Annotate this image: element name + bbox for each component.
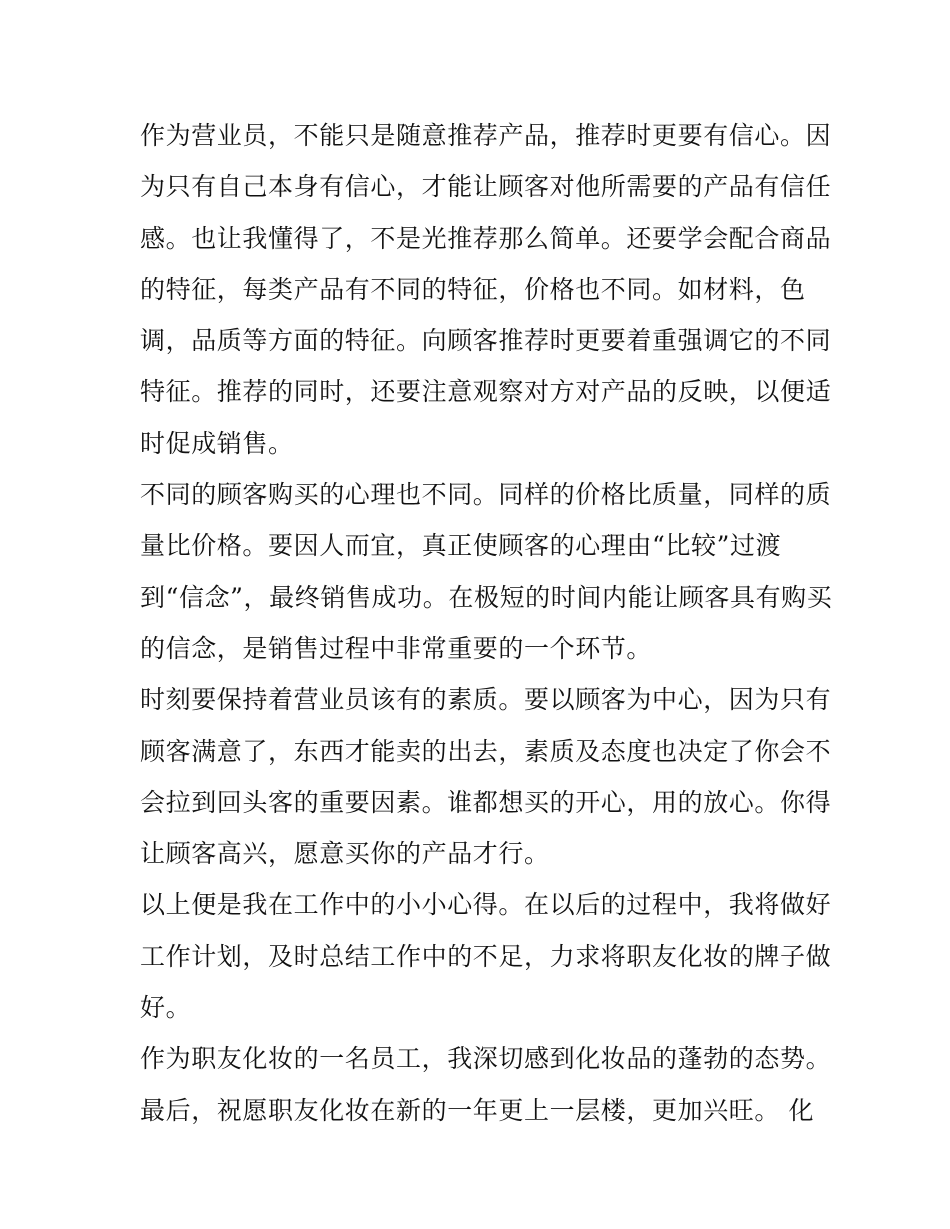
paragraph-4 (140, 879, 832, 1033)
text-line: 最后，祝愿职友化妆在新的一年更上一层楼，更加兴旺。 化 (140, 1095, 815, 1125)
text-line: 工作计划，及时总结工作中的不足，力求将职友化妆的牌子做 (140, 941, 832, 971)
text-line: 调，品质等方面的特征。向顾客推荐时更要着重强调它的不同 (140, 326, 832, 356)
text-line: 到“信念”，最终销售成功。在极短的时间内能让顾客具有购买 (140, 582, 833, 612)
text-line: 不同的顾客购买的心理也不同。同样的价格比质量，同样的质 (140, 480, 832, 510)
paragraph-3 (140, 674, 832, 879)
document-body (140, 110, 833, 1136)
text-line: 会拉到回头客的重要因素。谁都想买的开心，用的放心。你得 (140, 787, 832, 817)
text-line: 顾客满意了，东西才能卖的出去，素质及态度也决定了你会不 (140, 736, 832, 766)
paragraph-5 (140, 1033, 832, 1136)
text-line: 的特征，每类产品有不同的特征，价格也不同。如材料，色 (140, 274, 806, 304)
text-line: 以上便是我在工作中的小小心得。在以后的过程中，我将做好 (140, 890, 832, 920)
text-line: 特征。推荐的同时，还要注意观察对方对产品的反映，以便适 (140, 377, 832, 407)
text-line: 好。 (140, 993, 192, 1023)
text-line: 作为营业员，不能只是随意推荐产品，推荐时更要有信心。因 (140, 121, 832, 150)
text-line: 的信念，是销售过程中非常重要的一个环节。 (140, 633, 653, 663)
text-line: 作为职友化妆的一名员工，我深切感到化妆品的蓬勃的态势。 (140, 1044, 832, 1074)
text-line: 时刻要保持着营业员该有的素质。要以顾客为中心，因为只有 (140, 685, 832, 715)
text-line: 让顾客高兴，愿意买你的产品才行。 (140, 839, 550, 869)
paragraph-1 (140, 110, 832, 469)
text-line: 量比价格。要因人而宜，真正使顾客的心理由“比较”过渡 (140, 531, 782, 561)
text-line: 时促成销售。 (140, 428, 294, 458)
text-line: 感。也让我懂得了，不是光推荐那么简单。还要学会配合商品 (140, 223, 832, 253)
paragraph-2 (140, 469, 833, 674)
text-line: 为只有自己本身有信心，才能让顾客对他所需要的产品有信任 (140, 172, 832, 202)
